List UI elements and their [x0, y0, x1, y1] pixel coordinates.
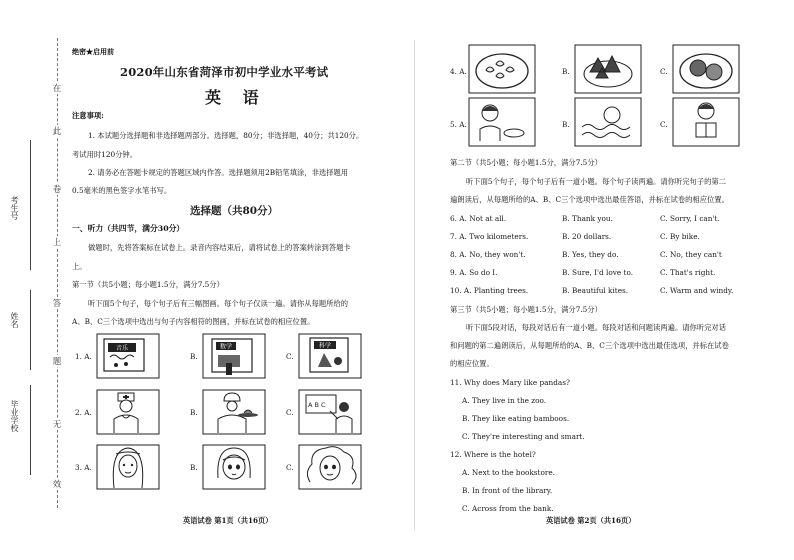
question-7-c: C. By bike. — [660, 232, 700, 241]
question-7-a: 7. A. Two kilometers. — [450, 232, 529, 241]
section-title: 选择题（共80分） — [190, 205, 279, 217]
margin-char: 效 — [52, 480, 62, 490]
listening-desc: 上。 — [72, 262, 87, 271]
footer-right: 英语试卷 第2页（共16页） — [546, 516, 636, 525]
boy-swimming-picture — [574, 97, 642, 147]
exam-title: 2020年山东省菏泽市初中学业水平考试 — [120, 65, 329, 79]
part3-heading: 第三节（共5小题；每小题1.5分，满分7.5分） — [450, 305, 602, 314]
question-10-c: C. Warm and windy. — [660, 286, 734, 295]
question-5-b: B. — [562, 120, 570, 129]
name-line — [30, 290, 31, 370]
part1-heading: 第一节（共5小题；每小题1.5分，满分7.5分） — [72, 280, 224, 289]
notice-line: 1. 本试题分选择题和非选择题两部分。选择题，80分；非选择题，40分；共120分。 — [88, 131, 364, 140]
question-11: 11. Why does Mary like pandas? — [450, 378, 570, 387]
dashed-binding-line — [57, 38, 58, 508]
part3-desc: 和问题的第二遍朗读后，从每题所给的A、B、C三个选项中选出最佳选项，并标在试卷 — [450, 341, 729, 350]
question-2-b: B. — [190, 408, 198, 417]
question-4-b: B. — [562, 67, 570, 76]
question-6-b: B. Thank you. — [562, 214, 613, 223]
notice-line: 2. 请务必在答题卡规定的答题区域内作答。选择题须用2B铅笔填涂，非选择题用 — [88, 168, 349, 177]
school-label: 毕业学校 — [10, 400, 19, 432]
question-6-c: C. Sorry, I can't. — [660, 214, 720, 223]
math-book-picture — [202, 333, 266, 379]
question-12-b: B. In front of the library. — [462, 486, 553, 495]
dumplings-picture — [468, 44, 536, 94]
exam-number-line — [30, 140, 31, 270]
question-8-c: C. No, they can't — [660, 250, 722, 259]
question-12-c: C. Across from the bank. — [462, 504, 554, 513]
part3-desc: 的相应位置。 — [450, 359, 494, 368]
notice-line: 考试用时120分钟。 — [72, 150, 138, 159]
question-2-a: 2. A. — [75, 408, 92, 417]
question-11-b: B. They like eating bamboos. — [462, 414, 570, 423]
question-9-c: C. That's right. — [660, 268, 716, 277]
question-3-b: B. — [190, 463, 198, 472]
footer-left: 英语试卷 第1页（共16页） — [183, 516, 273, 525]
cook-picture — [202, 389, 266, 435]
margin-char: 此 — [52, 127, 62, 137]
margin-char: 上 — [52, 238, 62, 248]
listening-desc: 做题时，先将答案标在试卷上。录音内容结束后，请将试卷上的答案转涂到答题卡 — [88, 243, 351, 252]
question-8-a: 8. A. No, they won't. — [450, 250, 526, 259]
question-11-c: C. They're interesting and smart. — [462, 432, 585, 441]
subject-title: 英 语 — [205, 88, 267, 107]
part2-desc: 听下面5个句子，每个句子后有一道小题。每个句子读两遍。请你听完句子的第二 — [466, 177, 727, 186]
question-10-b: B. Beautiful kites. — [562, 286, 629, 295]
music-book-label: 音乐 — [115, 345, 129, 352]
question-10-a: 10. A. Planting trees. — [450, 286, 529, 295]
question-12: 12. Where is the hotel? — [450, 450, 536, 459]
part1-desc: A、B、C三个选项中选出与句子内容相符的图画，并标在试卷的相应位置。 — [72, 317, 315, 326]
boy-reading-picture — [672, 97, 740, 147]
secret-label: 绝密★启用前 — [72, 47, 114, 56]
short-hair-girl-picture — [202, 444, 266, 490]
question-4-a: 4. A. — [450, 67, 467, 76]
music-book-picture — [96, 333, 160, 379]
question-9-b: B. Sure, I'd love to. — [562, 268, 634, 277]
notice-heading: 注意事项: — [72, 111, 104, 120]
question-5-c: C. — [660, 120, 668, 129]
notice-line: 0.5毫米的黑色签字水笔书写。 — [72, 186, 172, 195]
question-12-a: A. Next to the bookstore. — [462, 468, 555, 477]
binding-margin — [0, 0, 70, 560]
blackboard-letters: A B C — [308, 401, 326, 409]
part3-desc: 听下面5段对话，每段对话后有一道小题。每段对话和问题读两遍。请你听完对话 — [466, 323, 727, 332]
question-3-c: C. — [286, 463, 294, 472]
question-5-a: 5. A. — [450, 120, 467, 129]
question-6-a: 6. A. Not at all. — [450, 214, 507, 223]
science-book-label: 科学 — [318, 342, 332, 350]
question-9-a: 9. A. So do I. — [450, 268, 498, 277]
margin-char: 无 — [52, 420, 62, 430]
question-2-c: C. — [286, 408, 294, 417]
question-4-c: C. — [660, 67, 668, 76]
margin-char: 题 — [52, 357, 62, 367]
boy-eating-picture — [468, 97, 536, 147]
teacher-picture — [298, 389, 362, 435]
question-7-b: B. 20 dollars. — [562, 232, 612, 241]
question-11-a: A. They live in the zoo. — [462, 396, 547, 405]
question-1-c: C. — [286, 352, 294, 361]
listening-heading: 一、听力（共四节，满分30分） — [72, 224, 185, 233]
school-line — [30, 385, 31, 475]
name-label: 姓名 — [10, 312, 19, 328]
curly-hair-girl-picture — [298, 444, 362, 490]
page-divider — [414, 40, 415, 530]
mooncake-picture — [672, 44, 740, 94]
part2-heading: 第二节（共5小题；每小题1.5分，满分7.5分） — [450, 158, 602, 167]
long-hair-girl-picture — [96, 444, 160, 490]
science-book-picture — [298, 333, 362, 379]
exam-number-label: 考生号 — [10, 196, 19, 220]
part1-desc: 听下面5个句子，每个句子后有三幅图画。每个句子仅读一遍。请你从每题所给的 — [88, 299, 349, 308]
margin-char: 答 — [52, 299, 62, 309]
doctor-picture — [96, 389, 160, 435]
question-3-a: 3. A. — [75, 463, 92, 472]
question-1-a: 1. A. — [75, 352, 92, 361]
math-book-label: 数学 — [219, 343, 233, 351]
part2-desc: 遍朗读后，从每题所给的A、B、C三个选项中选出最佳答语，并标在试卷的相应位置。 — [450, 195, 729, 204]
question-1-b: B. — [190, 352, 198, 361]
question-8-b: B. Yes, they do. — [562, 250, 619, 259]
margin-char: 在 — [52, 84, 62, 94]
zongzi-picture — [574, 44, 642, 94]
margin-char: 卷 — [52, 185, 62, 195]
